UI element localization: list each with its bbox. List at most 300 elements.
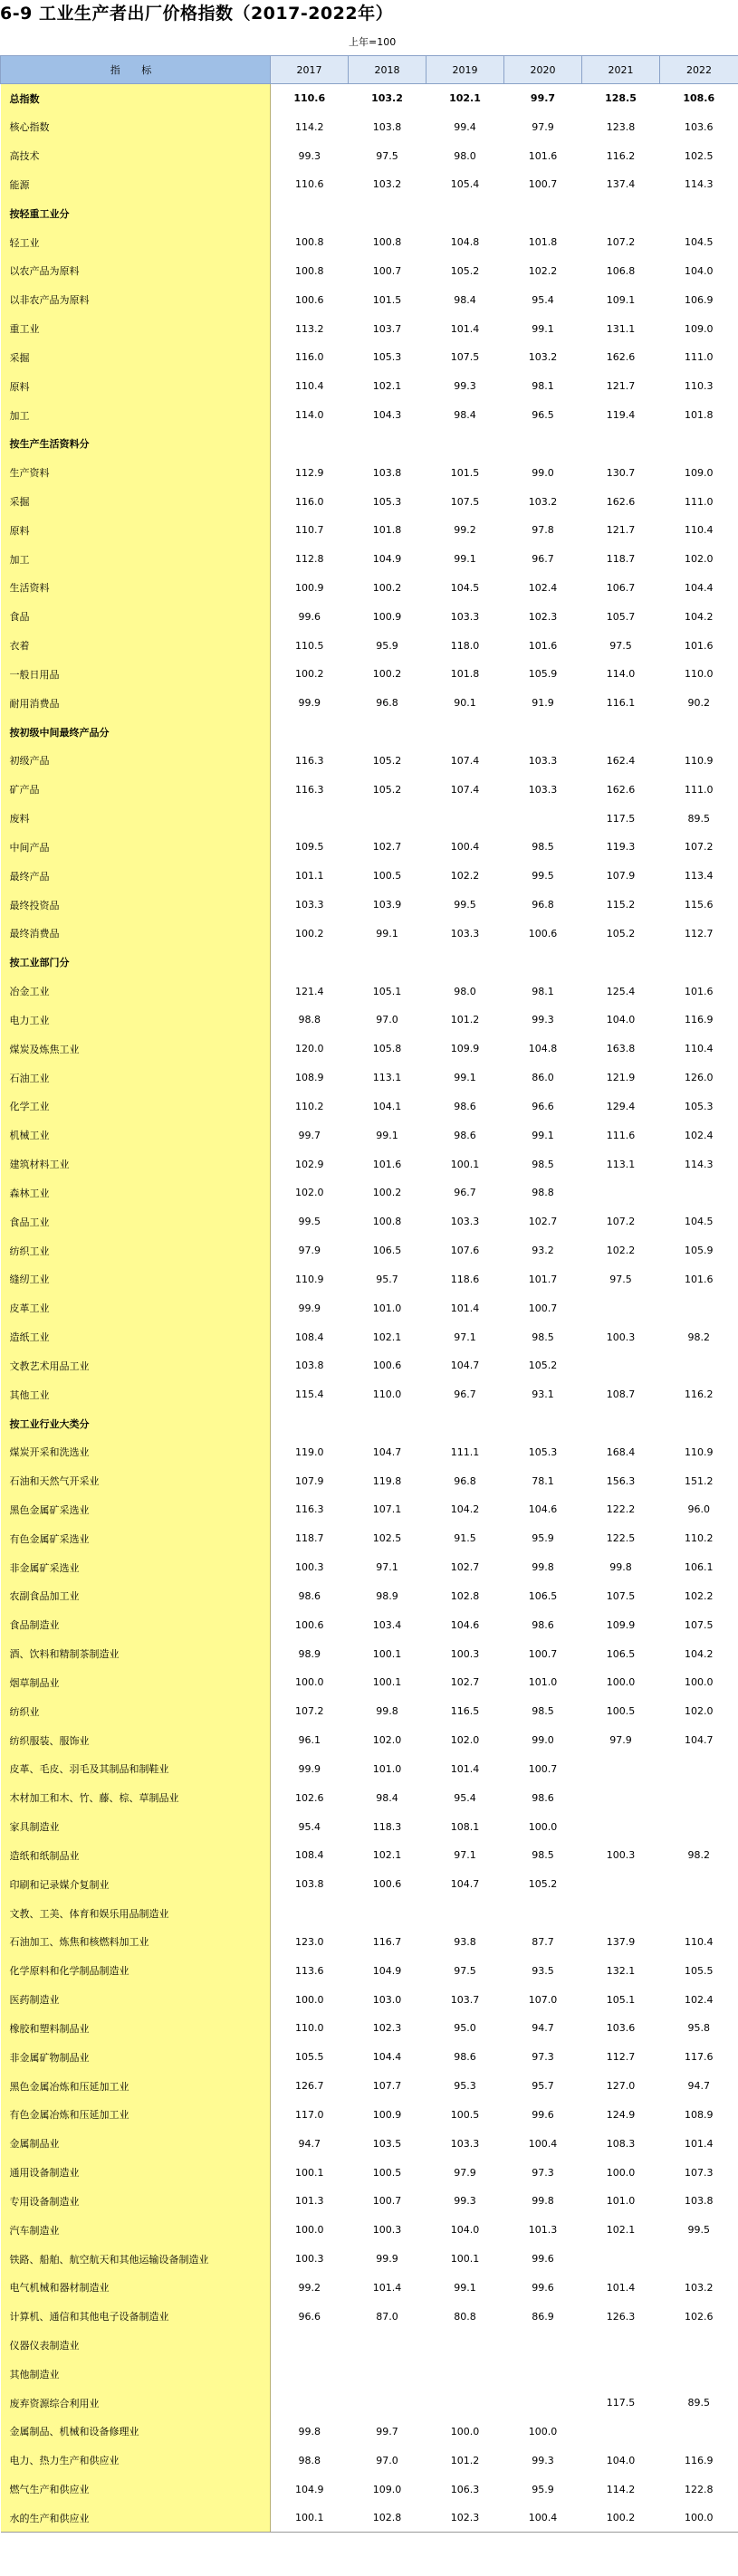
value-cell: 108.1 [450, 1820, 480, 1833]
value-cell: 100.6 [372, 1360, 402, 1372]
value-cell: 98.8 [298, 1014, 321, 1026]
value-cell: 104.4 [372, 2051, 402, 2064]
value-cell: 103.6 [660, 112, 738, 141]
value-cell: 90.1 [454, 697, 476, 710]
row-label: 食品 [1, 602, 271, 631]
value-cell: 100.4 [504, 2504, 582, 2533]
value-cell: 118.0 [450, 639, 480, 652]
value-cell: 102.0 [295, 1187, 324, 1199]
value-cell: 101.4 [450, 322, 480, 335]
table-row [1, 1264, 738, 1293]
value-cell [582, 1293, 660, 1322]
row-label: 专用设备制造业 [1, 2187, 271, 2216]
value-cell: 100.7 [528, 1647, 558, 1660]
table-row [1, 2072, 738, 2101]
value-cell: 116.1 [606, 697, 636, 710]
value-cell: 101.0 [372, 1762, 402, 1775]
row-label: 计算机、通信和其他电子设备制造业 [1, 2302, 271, 2331]
value-cell: 103.8 [295, 1878, 324, 1891]
value-cell: 101.8 [450, 668, 480, 681]
value-cell: 100.7 [372, 264, 402, 277]
value-cell: 107.4 [450, 754, 480, 767]
value-cell: 105.3 [528, 1445, 558, 1458]
row-label: 机械工业 [1, 1121, 271, 1150]
value-cell [427, 2360, 504, 2389]
row-label: 采掘 [1, 343, 271, 372]
value-cell: 102.3 [372, 2022, 402, 2035]
value-cell: 104.0 [606, 1014, 636, 1026]
value-cell: 100.4 [450, 841, 480, 854]
value-cell: 99.4 [454, 120, 476, 133]
value-cell: 99.6 [298, 610, 321, 623]
value-cell: 121.7 [606, 380, 636, 393]
table-row [1, 1985, 738, 2014]
value-cell: 109.5 [295, 841, 324, 854]
value-cell: 102.3 [528, 610, 558, 623]
table-row [1, 1322, 738, 1351]
value-cell: 100.3 [606, 1331, 636, 1343]
row-label: 核心指数 [1, 112, 271, 141]
value-cell: 114.2 [295, 120, 324, 133]
row-label: 加工 [1, 545, 271, 574]
value-cell: 103.2 [371, 92, 403, 105]
value-cell [660, 1293, 738, 1322]
value-cell [271, 2360, 349, 2389]
table-row [1, 1697, 738, 1726]
value-cell: 98.6 [532, 1618, 554, 1631]
value-cell: 106.8 [606, 264, 636, 277]
value-cell: 103.3 [450, 2137, 480, 2150]
value-cell: 99.9 [298, 1302, 321, 1314]
table-row [1, 747, 738, 776]
value-cell: 96.5 [532, 409, 554, 422]
value-cell: 116.0 [295, 495, 324, 508]
value-cell: 111.0 [660, 487, 738, 516]
value-cell: 96.8 [454, 1474, 476, 1487]
table-row [1, 1870, 738, 1899]
value-cell: 114.0 [606, 668, 636, 681]
table-row [1, 1207, 738, 1236]
value-cell [504, 948, 582, 977]
value-cell: 110.6 [295, 178, 324, 191]
value-cell: 100.0 [295, 2224, 324, 2237]
table-row [1, 458, 738, 487]
table-row [1, 1150, 738, 1178]
value-cell: 113.1 [372, 1072, 402, 1084]
value-cell [504, 2360, 582, 2389]
table-header-row [1, 56, 738, 84]
value-cell: 162.6 [606, 495, 636, 508]
value-cell: 121.4 [295, 985, 324, 997]
value-cell: 101.0 [606, 2195, 636, 2208]
value-cell: 107.1 [372, 1503, 402, 1516]
table-row [1, 2475, 738, 2504]
value-cell: 102.7 [372, 841, 402, 854]
value-cell: 111.0 [660, 775, 738, 804]
value-cell: 109.9 [606, 1618, 636, 1631]
value-cell [504, 1899, 582, 1928]
value-cell: 114.3 [660, 170, 738, 199]
value-cell [582, 1409, 660, 1438]
value-cell [582, 1351, 660, 1380]
row-label: 金属制品业 [1, 2129, 271, 2158]
section-header-row [1, 1409, 738, 1438]
value-cell: 102.8 [349, 2504, 427, 2533]
table-row [1, 1928, 738, 1957]
table-row [1, 1035, 738, 1064]
row-label: 煤炭及炼焦工业 [1, 1035, 271, 1064]
row-label: 石油和天然气开采业 [1, 1466, 271, 1495]
value-cell: 102.4 [660, 1121, 738, 1150]
value-cell: 103.0 [372, 1993, 402, 2006]
value-cell: 110.3 [660, 372, 738, 401]
value-cell: 97.9 [532, 120, 554, 133]
value-cell [582, 1755, 660, 1784]
value-cell [582, 199, 660, 228]
value-cell: 116.7 [372, 1935, 402, 1948]
value-cell: 99.6 [532, 2281, 554, 2294]
row-label: 废料 [1, 804, 271, 833]
table-row [1, 862, 738, 891]
value-cell [582, 1870, 660, 1899]
value-cell: 105.2 [372, 754, 402, 767]
value-cell: 102.4 [660, 1985, 738, 2014]
value-cell: 100.0 [528, 1820, 558, 1833]
value-cell [582, 1899, 660, 1928]
value-cell: 123.0 [295, 1935, 324, 1948]
row-label: 原料 [1, 372, 271, 401]
table-row [1, 487, 738, 516]
value-cell: 78.1 [532, 1474, 554, 1487]
value-cell: 103.7 [372, 322, 402, 335]
row-label: 酒、饮料和精制茶制造业 [1, 1639, 271, 1668]
row-label: 铁路、船舶、航空航天和其他运输设备制造业 [1, 2245, 271, 2274]
row-label: 黑色金属冶炼和压延加工业 [1, 2072, 271, 2101]
value-cell: 93.5 [532, 1964, 554, 1977]
table-row [1, 631, 738, 660]
value-cell: 99.0 [532, 1734, 554, 1747]
row-label: 其他工业 [1, 1380, 271, 1409]
table-row [1, 1553, 738, 1582]
value-cell: 100.2 [582, 2504, 660, 2533]
table-row [1, 545, 738, 574]
table-row [1, 574, 738, 603]
value-cell: 100.6 [295, 293, 324, 306]
value-cell: 101.6 [660, 977, 738, 1006]
value-cell: 107.3 [660, 2158, 738, 2187]
value-cell [427, 804, 504, 833]
value-cell: 103.3 [450, 1216, 480, 1228]
value-cell: 110.2 [295, 1100, 324, 1112]
table-row [1, 1582, 738, 1611]
table-row [1, 2360, 738, 2389]
row-label: 仪器仪表制造业 [1, 2331, 271, 2360]
row-label: 纺织业 [1, 1697, 271, 1726]
value-cell [582, 2331, 660, 2360]
row-label: 皮革、毛皮、羽毛及其制品和制鞋业 [1, 1755, 271, 1784]
value-cell: 100.1 [450, 1158, 480, 1170]
value-cell: 119.8 [372, 1474, 402, 1487]
table-row [1, 1006, 738, 1035]
value-cell [349, 2360, 427, 2389]
value-cell [660, 2245, 738, 2274]
value-cell [582, 2360, 660, 2389]
value-cell: 103.2 [372, 178, 402, 191]
value-cell: 91.9 [532, 697, 554, 710]
value-cell: 117.5 [606, 812, 636, 825]
value-cell [582, 1178, 660, 1207]
value-cell: 104.7 [450, 1878, 480, 1891]
row-label: 皮革工业 [1, 1293, 271, 1322]
row-label: 以农产品为原料 [1, 256, 271, 285]
value-cell: 100.5 [372, 870, 402, 883]
value-cell: 104.1 [372, 1100, 402, 1112]
value-cell: 110.9 [660, 747, 738, 776]
value-cell: 117.5 [606, 2397, 636, 2409]
table-row [1, 1755, 738, 1784]
value-cell: 103.3 [450, 610, 480, 623]
value-cell: 104.9 [295, 2483, 324, 2495]
table-row [1, 804, 738, 833]
value-cell: 101.0 [372, 1302, 402, 1314]
value-cell: 105.9 [528, 668, 558, 681]
table-row [1, 1064, 738, 1092]
value-cell: 98.4 [376, 1791, 398, 1804]
row-label: 食品工业 [1, 1207, 271, 1236]
row-label: 燃气生产和供应业 [1, 2475, 271, 2504]
value-cell: 101.3 [528, 2224, 558, 2237]
value-cell: 107.4 [450, 783, 480, 796]
value-cell: 111.6 [606, 1129, 636, 1141]
value-cell: 99.5 [532, 870, 554, 883]
value-cell: 107.6 [450, 1245, 480, 1257]
value-cell: 95.9 [532, 2483, 554, 2495]
value-cell: 100.9 [372, 610, 402, 623]
value-cell: 102.1 [449, 92, 481, 105]
value-cell: 162.6 [606, 351, 636, 364]
value-cell: 105.8 [372, 1043, 402, 1055]
value-cell: 102.7 [450, 1676, 480, 1689]
value-cell [427, 718, 504, 747]
value-cell: 98.6 [532, 1791, 554, 1804]
row-label: 电力、热力生产和供应业 [1, 2446, 271, 2475]
table-row [1, 314, 738, 343]
value-cell: 108.4 [295, 1849, 324, 1862]
value-cell: 100.2 [295, 668, 324, 681]
value-cell: 95.7 [376, 1273, 398, 1285]
value-cell: 107.2 [606, 236, 636, 249]
price-index-table [0, 55, 738, 2533]
year-header: 2018 [349, 56, 427, 84]
value-cell: 114.2 [606, 2483, 636, 2495]
value-cell: 113.4 [660, 862, 738, 891]
row-label: 印刷和记录媒介复制业 [1, 1870, 271, 1899]
value-cell: 101.8 [660, 401, 738, 430]
value-cell: 99.9 [376, 2253, 398, 2266]
value-cell: 95.4 [454, 1791, 476, 1804]
value-cell: 99.6 [532, 2108, 554, 2121]
value-cell: 104.5 [450, 581, 480, 594]
value-cell: 119.0 [295, 1445, 324, 1458]
value-cell: 100.5 [372, 2166, 402, 2179]
table-row [1, 2331, 738, 2360]
row-label: 电气机械和器材制造业 [1, 2273, 271, 2302]
value-cell: 116.0 [295, 351, 324, 364]
value-cell: 111.1 [450, 1445, 480, 1458]
value-cell [271, 199, 349, 228]
value-cell [427, 2331, 504, 2360]
value-cell: 89.5 [660, 804, 738, 833]
value-cell: 97.0 [376, 2454, 398, 2466]
value-cell: 87.0 [376, 2310, 398, 2323]
value-cell: 103.3 [528, 783, 558, 796]
row-label: 以非农产品为原料 [1, 285, 271, 314]
value-cell: 107.5 [606, 1589, 636, 1602]
value-cell: 93.1 [532, 1388, 554, 1401]
value-cell: 127.0 [606, 2080, 636, 2093]
value-cell: 98.8 [532, 1187, 554, 1199]
value-cell: 98.0 [454, 149, 476, 162]
value-cell: 100.1 [450, 2253, 480, 2266]
value-cell: 126.0 [660, 1064, 738, 1092]
value-cell: 103.9 [372, 899, 402, 911]
row-label: 中间产品 [1, 833, 271, 862]
table-row [1, 1121, 738, 1150]
value-cell: 104.3 [372, 409, 402, 422]
table-row [1, 2446, 738, 2475]
value-cell [660, 1178, 738, 1207]
value-cell: 96.6 [298, 2310, 321, 2323]
value-cell: 97.5 [454, 1964, 476, 1977]
value-cell: 99.2 [298, 2281, 321, 2294]
value-cell: 99.1 [376, 1129, 398, 1141]
value-cell: 128.5 [605, 92, 637, 105]
year-header: 2017 [271, 56, 349, 84]
value-cell: 102.7 [528, 1216, 558, 1228]
value-cell: 113.6 [295, 1964, 324, 1977]
value-cell: 104.6 [450, 1618, 480, 1631]
value-cell: 99.8 [532, 2195, 554, 2208]
table-row [1, 1092, 738, 1121]
value-cell: 99.1 [454, 2281, 476, 2294]
row-label: 黑色金属矿采选业 [1, 1495, 271, 1524]
row-label: 文教艺术用品工业 [1, 1351, 271, 1380]
value-cell: 97.1 [454, 1331, 476, 1343]
value-cell: 96.7 [532, 553, 554, 566]
value-cell: 102.5 [660, 141, 738, 170]
value-cell [582, 1812, 660, 1841]
value-cell: 121.7 [606, 524, 636, 537]
value-cell: 98.5 [532, 1849, 554, 1862]
table-row [1, 1495, 738, 1524]
value-cell: 100.0 [660, 2504, 738, 2533]
value-cell: 96.8 [376, 697, 398, 710]
value-cell: 95.4 [298, 1820, 321, 1833]
value-cell: 100.6 [372, 1878, 402, 1891]
value-cell: 89.5 [660, 2389, 738, 2418]
value-cell [660, 1351, 738, 1380]
value-cell: 116.9 [660, 2446, 738, 2475]
value-cell: 104.0 [660, 256, 738, 285]
value-cell [660, 1899, 738, 1928]
value-cell: 106.5 [606, 1647, 636, 1660]
table-row [1, 775, 738, 804]
value-cell: 118.6 [450, 1273, 480, 1285]
value-cell: 97.9 [609, 1734, 632, 1747]
value-cell: 102.0 [660, 545, 738, 574]
value-cell: 97.9 [454, 2166, 476, 2179]
row-label: 最终产品 [1, 862, 271, 891]
row-label: 有色金属矿采选业 [1, 1524, 271, 1553]
value-cell: 102.2 [660, 1582, 738, 1611]
value-cell: 110.5 [295, 639, 324, 652]
value-cell: 95.4 [532, 293, 554, 306]
value-cell: 101.6 [660, 631, 738, 660]
value-cell: 87.7 [532, 1935, 554, 1948]
row-label: 通用设备制造业 [1, 2158, 271, 2187]
value-cell: 80.8 [454, 2310, 476, 2323]
value-cell: 110.0 [295, 2022, 324, 2035]
table-row [1, 1783, 738, 1812]
value-cell: 110.2 [660, 1524, 738, 1553]
value-cell: 99.0 [532, 466, 554, 479]
value-cell: 112.8 [295, 553, 324, 566]
value-cell: 119.4 [606, 409, 636, 422]
row-label: 采掘 [1, 487, 271, 516]
value-cell [660, 1409, 738, 1438]
table-row [1, 401, 738, 430]
row-label: 废弃资源综合利用业 [1, 2389, 271, 2418]
value-cell: 103.6 [606, 2022, 636, 2035]
value-cell: 101.3 [295, 2195, 324, 2208]
value-cell: 105.2 [528, 1360, 558, 1372]
row-label: 非金属矿物制品业 [1, 2043, 271, 2072]
value-cell: 110.4 [660, 516, 738, 545]
row-label: 建筑材料工业 [1, 1150, 271, 1178]
row-label: 衣着 [1, 631, 271, 660]
value-cell: 102.2 [528, 264, 558, 277]
value-cell: 99.7 [376, 2425, 398, 2438]
value-cell: 110.0 [660, 660, 738, 689]
value-cell: 105.2 [528, 1878, 558, 1891]
table-row [1, 2245, 738, 2274]
row-label: 医药制造业 [1, 1985, 271, 2014]
value-cell [427, 429, 504, 458]
value-cell: 112.7 [606, 2051, 636, 2064]
value-cell: 93.2 [532, 1245, 554, 1257]
value-cell: 101.8 [528, 236, 558, 249]
row-label: 金属制品、机械和设备修理业 [1, 2418, 271, 2447]
value-cell [271, 429, 349, 458]
value-cell [582, 2418, 660, 2447]
section-header-row [1, 948, 738, 977]
value-cell: 115.2 [606, 899, 636, 911]
value-cell [271, 804, 349, 833]
value-cell: 116.2 [606, 149, 636, 162]
value-cell: 116.3 [295, 1503, 324, 1516]
table-row [1, 1841, 738, 1870]
value-cell: 162.4 [606, 754, 636, 767]
table-row [1, 343, 738, 372]
value-cell: 94.7 [660, 2072, 738, 2101]
value-cell: 114.3 [660, 1150, 738, 1178]
value-cell: 104.0 [450, 2224, 480, 2237]
value-cell: 104.2 [450, 1503, 480, 1516]
value-cell [582, 948, 660, 977]
value-cell [504, 804, 582, 833]
value-cell: 97.1 [376, 1561, 398, 1574]
row-label: 煤炭开采和洗选业 [1, 1437, 271, 1466]
